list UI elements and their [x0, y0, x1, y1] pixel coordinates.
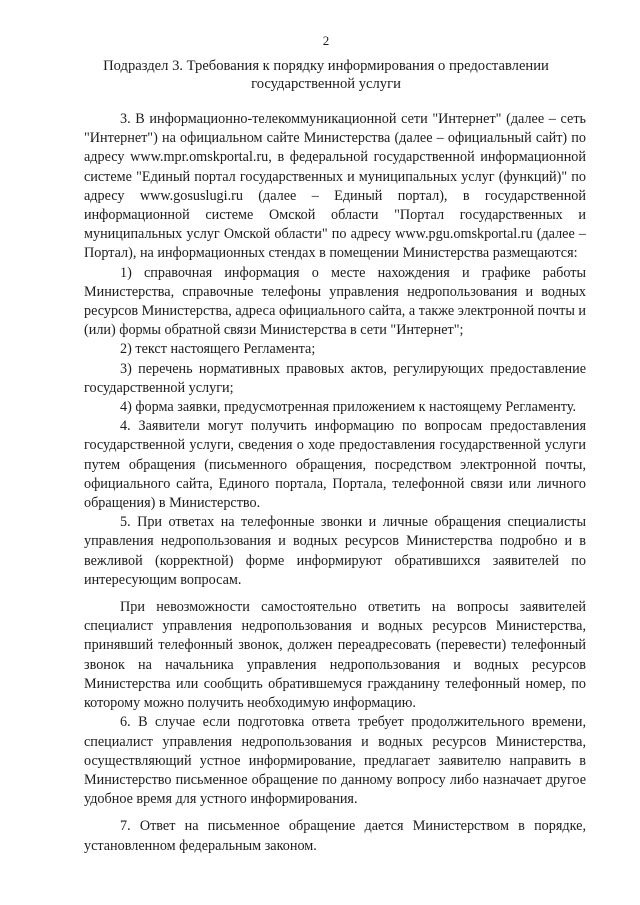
- paragraph-4: 4. Заявители могут получить информацию по вопросам предоставления государственной услуги, сведения о ходе предоставления государственной услуги путем обращения (письменного обращения, посредством электронной почты, официального сайта, Единого портала, Портала, телефонной связи или личного обращения) в Министерство.: [84, 418, 586, 512]
- list-item-4: 4) форма заявки, предусмотренная приложением к настоящему Регламенту.: [120, 399, 576, 416]
- list-item-2: 2) текст настоящего Регламента;: [120, 341, 316, 358]
- paragraph-7: 7. Ответ на письменное обращение дается Министерством в порядке, установленном федеральным законом.: [84, 818, 586, 854]
- page-number: 2: [322, 33, 330, 48]
- section-heading-line-2: государственной услуги: [251, 76, 401, 92]
- paragraph-3: 3. В информационно-телекоммуникационной сети "Интернет" (далее – сеть "Интернет") на официальном сайте Министерства (далее – официальный сайт) по адресу www.mpr.omskportal.ru, в федеральной государственной информационной системе "Единый портал государственных и муниципальных услуг (функций)" по адресу www.gosuslugi.ru (далее – Единый портал), в государственной информационной системе Омской области "Портал государственных и муниципальных услуг Омской области" по адресу www.pgu.omskportal.ru (далее – Портал), на информационных стендах в помещении Министерства размещаются:: [84, 111, 586, 262]
- paragraph-6: 6. В случае если подготовка ответа требует продолжительного времени, специалист управления недропользования и водных ресурсов Министерства, осуществляющий устное информирование, предлагает заявителю направить в Министерство письменное обращение по данному вопросу либо назначает другое удобное время для устного информирования.: [84, 714, 586, 808]
- list-item-3: 3) перечень нормативных правовых актов, регулирующих предоставление государственной услуги;: [84, 360, 586, 396]
- list-item-1: 1) справочная информация о месте нахождения и графике работы Министерства, справочные телефоны управления недропользования и водных ресурсов Министерства, адреса официального сайта, а также электронной почты и (или) формы обратной связи Министерства в сети "Интернет";: [84, 264, 586, 339]
- document-body: [84, 110, 586, 856]
- paragraph-5-continued: При невозможности самостоятельно ответить на вопросы заявителей специалист управления недропользования и водных ресурсов Министерства, принявший телефонный звонок, должен переадресовать (перевести) телефонный звонок на начальника управления недропользования и водных ресурсов Министерства или сообщить обратившемуся гражданину телефонный номер, по которому можно получить необходимую информацию.: [84, 599, 586, 712]
- section-heading-line-1: Подраздел 3. Требования к порядку информирования о предоставлении: [103, 58, 549, 74]
- paragraph-5: 5. При ответах на телефонные звонки и личные обращения специалисты управления недропользования и водных ресурсов Министерства подробно и в вежливой (корректной) форме информируют обратившихся заявителей по интересующим вопросам.: [84, 514, 586, 588]
- section-heading: [78, 57, 574, 93]
